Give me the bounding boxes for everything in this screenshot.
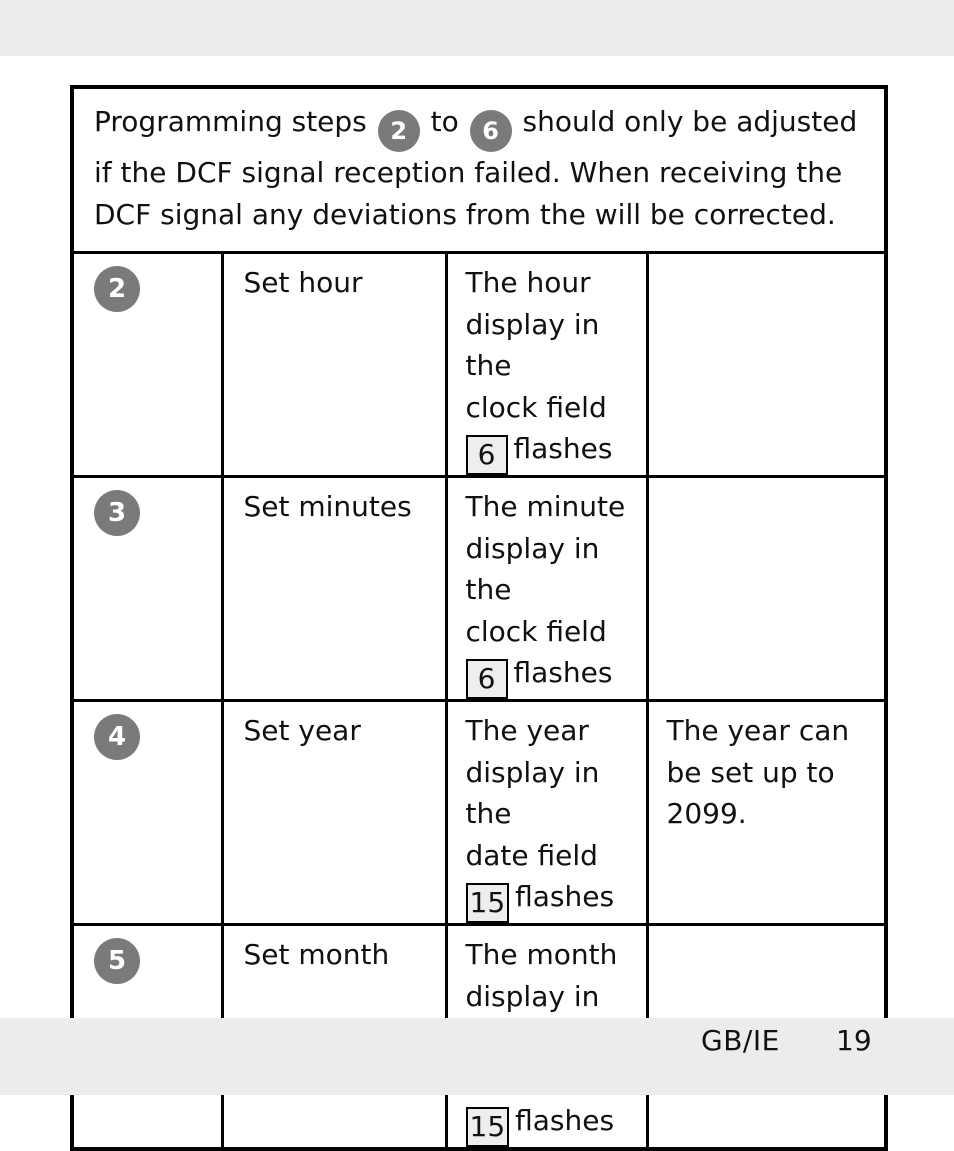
step-cell [72, 477, 222, 701]
footer-region-code: GB/IE [701, 1024, 780, 1057]
step-badge: 4 [94, 714, 140, 760]
intro-text-part3: should only be adjusted if the DCF signal reception failed. When receiving the DCF signal any deviations from the will be corrected. [94, 105, 858, 231]
action-cell: Set hour [222, 253, 446, 477]
description-tail: flashes [513, 656, 613, 689]
description-cell [446, 701, 647, 925]
lcd-field-box: 15 [466, 883, 510, 923]
step-cell [72, 253, 222, 477]
description-tail: flashes [515, 880, 615, 913]
step-badge: 3 [94, 490, 140, 536]
description-line: The month [465, 938, 618, 971]
footer-band [0, 1018, 954, 1095]
table-row [72, 253, 886, 477]
page-number: 19 [836, 1024, 872, 1057]
description-line: clock field [465, 614, 607, 648]
programming-steps-table [70, 85, 888, 1151]
intro-row [72, 87, 886, 253]
description-line: The hour [465, 266, 591, 299]
table-row [72, 477, 886, 701]
intro-text-part2: to [430, 105, 459, 138]
description-cell [446, 253, 647, 477]
description-line: The minute [465, 490, 626, 523]
note-cell [647, 253, 886, 477]
step-badge-inline-end: 6 [470, 110, 512, 152]
step-badge: 2 [94, 266, 140, 312]
action-cell: Set month [222, 925, 446, 1150]
step-badge-inline-start: 2 [378, 110, 420, 152]
description-tail: flashes [515, 1104, 615, 1137]
note-cell [647, 477, 886, 701]
intro-text [72, 87, 886, 253]
description-tail: flashes [513, 432, 613, 465]
action-cell: Set year [222, 701, 446, 925]
description-line: display in [465, 979, 600, 1013]
description-line: clock field [465, 390, 607, 424]
description-line: display in the [465, 307, 600, 382]
table-row [72, 701, 886, 925]
lcd-field-box: 6 [466, 659, 508, 699]
description-cell [446, 477, 647, 701]
step-cell [72, 701, 222, 925]
intro-text-part1: Programming steps [94, 105, 367, 138]
description-line: The year [465, 714, 589, 747]
action-cell: Set minutes [222, 477, 446, 701]
note-cell: The year can be set up to 2099. [647, 701, 886, 925]
lcd-field-box: 15 [466, 1107, 510, 1147]
description-line: display in the [465, 755, 600, 830]
description-line: date field [465, 838, 598, 872]
step-badge: 5 [94, 938, 140, 984]
description-line: display in the [465, 531, 600, 606]
lcd-field-box: 6 [466, 435, 508, 475]
top-band [0, 0, 954, 56]
